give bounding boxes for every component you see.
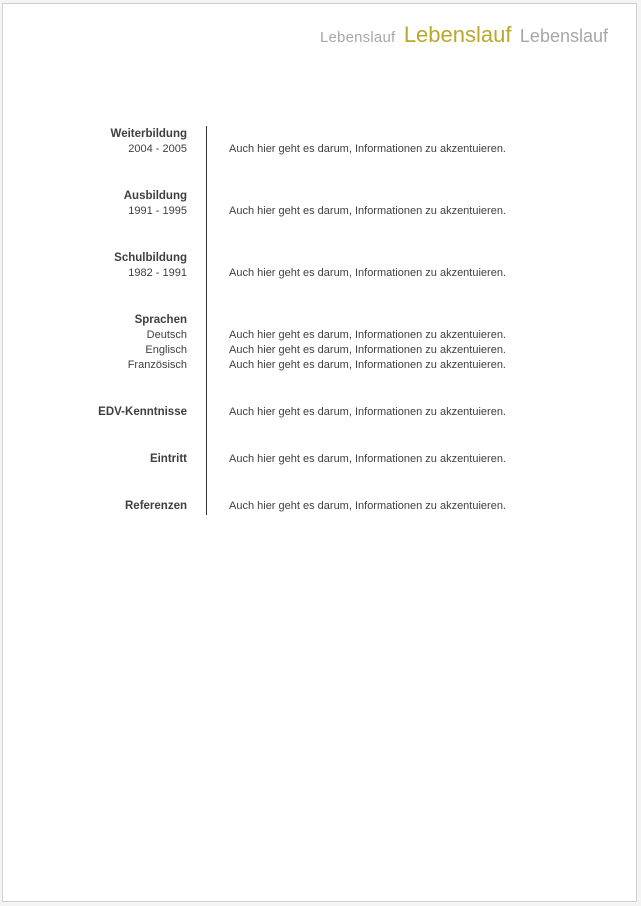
section-title: Ausbildung [123, 190, 187, 202]
section-description: Auch hier geht es darum, Informationen zu akzentuieren. [229, 500, 506, 512]
language-item: Deutsch [146, 329, 187, 341]
section-description: Auch hier geht es darum, Informationen zu akzentuieren. [229, 205, 506, 217]
section-description: Auch hier geht es darum, Informationen zu akzentuieren. [229, 453, 506, 465]
section-title: Eintritt [149, 453, 187, 465]
section-label [27, 499, 187, 514]
section-label [27, 127, 187, 157]
section-description: Auch hier geht es darum, Informationen zu akzentuieren. [229, 143, 506, 155]
document-page [2, 3, 637, 902]
cv-body [3, 4, 636, 901]
section-description: Auch hier geht es darum, Informationen zu akzentuieren. [229, 406, 506, 418]
section-description: Auch hier geht es darum, Informationen zu akzentuieren. [229, 329, 506, 341]
section-date: 1982 - 1991 [128, 267, 187, 279]
section-label [27, 189, 187, 219]
header-title-right: Lebenslauf [519, 26, 608, 46]
header-title-left: Lebenslauf [319, 29, 396, 46]
section-title: Weiterbildung [110, 128, 187, 140]
timeline-divider [206, 126, 207, 515]
section-label [27, 452, 187, 467]
language-item: Englisch [145, 344, 187, 356]
section-date: 1991 - 1995 [128, 205, 187, 217]
section-label [27, 405, 187, 420]
section-label [27, 313, 187, 373]
section-description: Auch hier geht es darum, Informationen zu akzentuieren. [229, 344, 506, 356]
section-title: Referenzen [125, 500, 187, 512]
section-description: Auch hier geht es darum, Informationen zu akzentuieren. [229, 359, 506, 371]
section-description: Auch hier geht es darum, Informationen zu akzentuieren. [229, 267, 506, 279]
section-title: Sprachen [134, 314, 187, 326]
section-date: 2004 - 2005 [128, 143, 187, 155]
section-title: Schulbildung [114, 252, 187, 264]
section-label [27, 251, 187, 281]
section-title: EDV-Kenntnisse [98, 406, 187, 418]
language-item: Französisch [127, 359, 187, 371]
header-title-center: Lebenslauf [403, 22, 512, 47]
